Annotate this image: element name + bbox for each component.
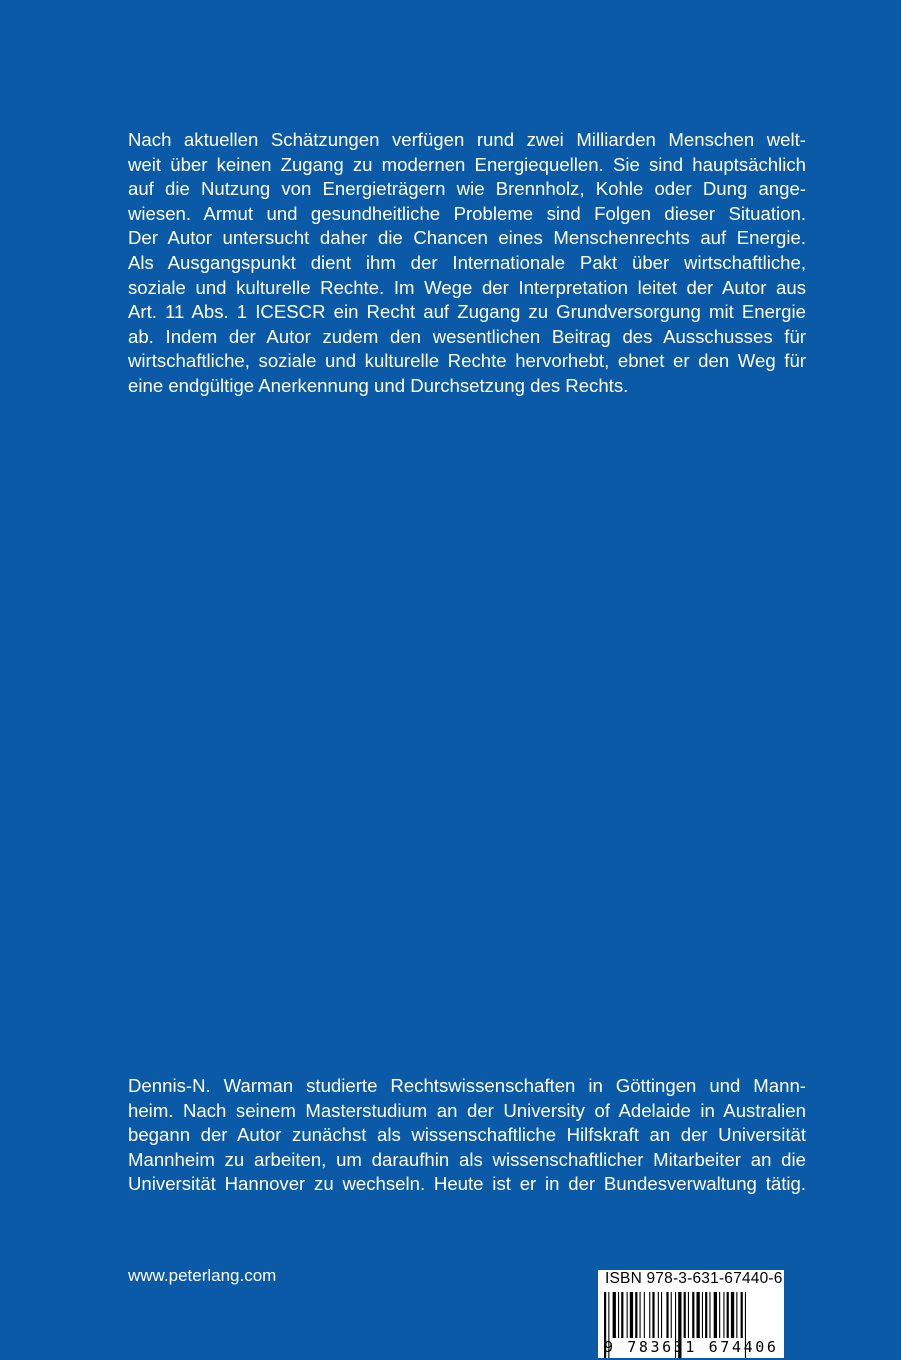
barcode-bar	[621, 1292, 623, 1338]
blurb-line: Als Ausgangspunkt dient ihm der Internationale Pakt über wirtschaftliche,	[128, 251, 806, 273]
bio-line: Dennis-N. Warman studierte Rechtswissenschaften in Göttingen und Mann-	[128, 1075, 806, 1096]
barcode-bar	[658, 1292, 659, 1338]
blurb-line: eine endgültige Anerkennung und Durchsetzung des Rechts.	[128, 374, 629, 396]
barcode-bar	[684, 1292, 686, 1338]
barcode-bar	[627, 1292, 628, 1338]
barcode-bar	[635, 1292, 637, 1338]
blurb-line: soziale und kulturelle Rechte. Im Wege der Interpretation leitet der Autor aus	[128, 276, 806, 298]
barcode-bar	[652, 1292, 654, 1338]
barcode-bar	[688, 1292, 689, 1338]
blurb-line: ab. Indem der Autor zudem den wesentlichen Beitrag des Ausschusses für	[128, 325, 806, 347]
barcode-bar	[644, 1292, 645, 1338]
barcode-bar	[666, 1292, 668, 1338]
barcode-bar	[714, 1292, 717, 1338]
barcode-bar	[618, 1292, 619, 1338]
blurb-line: weit über keinen Zugang zu modernen Energiequellen. Sie sind hauptsächlich	[128, 153, 806, 175]
barcode-bar	[719, 1292, 720, 1338]
barcode-bar	[702, 1292, 703, 1338]
bio-line: begann der Autor zunächst als wissenschaftliche Hilfskraft an der Universität	[128, 1124, 806, 1146]
blurb-line: Nach aktuellen Schätzungen verfügen rund zwei Milliarden Menschen welt-	[128, 129, 806, 150]
bio-line: Mannheim zu arbeiten, um daraufhin als wissenschaftlicher Mitarbeiter an die	[128, 1148, 806, 1170]
barcode-digits: 9 783631 674406	[604, 1338, 779, 1356]
blurb-line: Art. 11 Abs. 1 ICESCR ein Recht auf Zugang zu Grundversorgung mit Energie	[128, 301, 806, 323]
blurb-line: auf die Nutzung von Energieträgern wie Brennholz, Kohle oder Dung ange-	[128, 178, 806, 200]
publisher-url[interactable]: www.peterlang.com	[128, 1266, 277, 1285]
bio-line: Universität Hannover zu wechseln. Heute ist er in der Bundesverwaltung tätig.	[128, 1173, 806, 1195]
barcode-bar	[736, 1292, 737, 1338]
barcode-bar	[741, 1292, 743, 1338]
barcode-bar	[649, 1292, 650, 1338]
barcode-bar	[613, 1292, 616, 1338]
barcode-bar	[661, 1292, 662, 1338]
barcode-bar	[709, 1292, 710, 1338]
author-bio	[128, 1074, 806, 1197]
barcode-bar	[692, 1292, 694, 1338]
barcode-bar	[731, 1292, 734, 1338]
barcode-bar	[671, 1292, 672, 1338]
blurb-line: Der Autor untersucht daher die Chancen eines Menschenrechts auf Energie.	[128, 227, 806, 249]
barcode-bar	[705, 1292, 707, 1338]
isbn-label: ISBN 978-3-631-67440-6	[605, 1270, 783, 1287]
blurb-line: wiesen. Armut und gesundheitliche Probleme sind Folgen dieser Situation.	[128, 202, 806, 224]
bio-line: heim. Nach seinem Masterstudium an der University of Adelaide in Australien	[128, 1099, 806, 1121]
back-cover-blurb	[128, 128, 806, 399]
barcode-bar	[630, 1292, 633, 1338]
blurb-line: wirtschaftliche, soziale und kulturelle Rechte hervorhebt, ebnet er den Weg für	[128, 350, 806, 372]
barcode-bar	[727, 1292, 729, 1338]
barcode-bar	[697, 1292, 700, 1338]
barcode-bar	[640, 1292, 641, 1338]
barcode-bar	[723, 1292, 724, 1338]
